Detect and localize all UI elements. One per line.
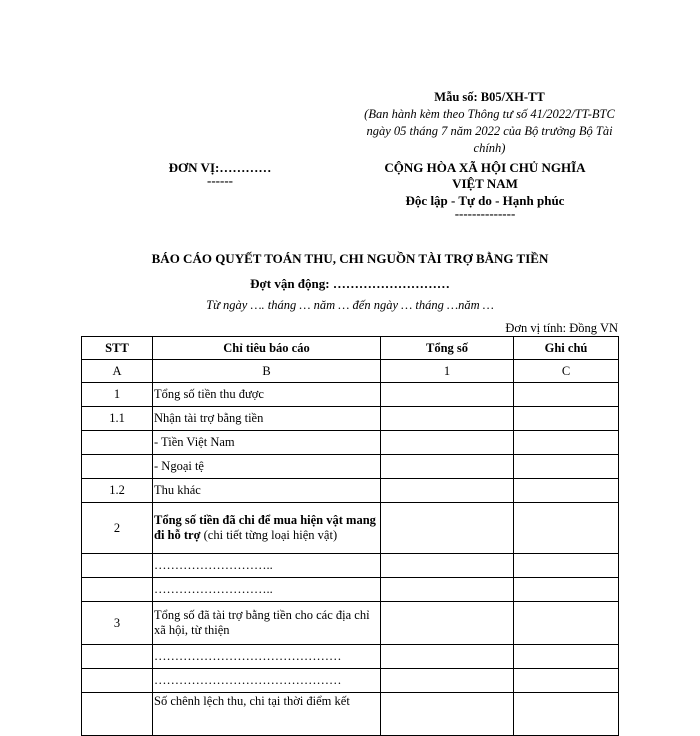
- header-desc: Chỉ tiêu báo cáo: [153, 337, 381, 360]
- nation-line1: CỘNG HÒA XÃ HỘI CHỦ NGHĨA: [384, 160, 586, 175]
- row-stt: 1.2: [82, 479, 153, 503]
- row-desc: Số chênh lệch thu, chi tại thời điểm kết: [153, 693, 381, 736]
- row-total: [381, 503, 514, 554]
- table-row: [82, 479, 619, 503]
- row-note: [514, 554, 619, 578]
- row-stt: 3: [82, 602, 153, 645]
- table-row: [82, 554, 619, 578]
- table-header-row: [82, 337, 619, 360]
- row-note: [514, 383, 619, 407]
- nation-line2: VIỆT NAM: [452, 176, 518, 191]
- row-note: [514, 503, 619, 554]
- form-issued-by: (Ban hành kèm theo Thông tư số 41/2022/TT-BTC ngày 05 tháng 7 năm 2022 của Bộ trưởng Bộ Tài chính): [364, 107, 615, 155]
- report-title: BÁO CÁO QUYẾT TOÁN THU, CHI NGUỒN TÀI TRỢ BẰNG TIỀN: [151, 251, 549, 266]
- row-stt: [82, 693, 153, 736]
- row-note: [514, 431, 619, 455]
- table-code-row: [82, 360, 619, 383]
- table-row: [82, 431, 619, 455]
- row-desc-main: Tổng số tiền đã chi để mua hiện vật mang đi hỗ trợ: [154, 513, 376, 542]
- table-row: [82, 693, 619, 736]
- row-total: [381, 578, 514, 602]
- row-note: [514, 602, 619, 645]
- table-row: [82, 645, 619, 669]
- table-row: [82, 383, 619, 407]
- row-desc: Nhận tài trợ bằng tiền: [153, 407, 381, 431]
- nation-motto: Độc lập - Tự do - Hạnh phúc: [405, 193, 565, 208]
- row-total: [381, 645, 514, 669]
- row-desc: Thu khác: [153, 479, 381, 503]
- row-desc-note: (chi tiết từng loại hiện vật): [200, 528, 338, 542]
- row-stt: [82, 645, 153, 669]
- table-row: [82, 503, 619, 554]
- row-stt: 1: [82, 383, 153, 407]
- row-desc: ………………………..: [153, 554, 381, 578]
- table-row: [82, 578, 619, 602]
- table-row: [82, 602, 619, 645]
- row-desc: ………………………………………: [153, 645, 381, 669]
- row-desc: ………………………………………: [153, 669, 381, 693]
- row-note: [514, 407, 619, 431]
- row-note: [514, 693, 619, 736]
- table-row: [82, 669, 619, 693]
- campaign-line: Đợt vận động: ………………………: [250, 276, 450, 291]
- row-total: [381, 479, 514, 503]
- code-desc: B: [153, 360, 381, 383]
- row-stt: [82, 554, 153, 578]
- nation-header: [360, 160, 610, 219]
- table-row: [82, 455, 619, 479]
- row-desc: - Ngoại tệ: [153, 455, 381, 479]
- row-note: [514, 578, 619, 602]
- row-stt: [82, 431, 153, 455]
- row-desc: Tổng số đã tài trợ bằng tiền cho các địa chỉ xã hội, từ thiện: [153, 602, 381, 645]
- row-desc: - Tiền Việt Nam: [153, 431, 381, 455]
- row-stt: [82, 455, 153, 479]
- row-stt: 1.1: [82, 407, 153, 431]
- row-desc: [153, 503, 381, 554]
- header-stt: STT: [82, 337, 153, 360]
- row-total: [381, 602, 514, 645]
- nation-underline: --------------: [454, 206, 516, 221]
- unit-block: [150, 160, 290, 186]
- row-note: [514, 455, 619, 479]
- table-row: [82, 407, 619, 431]
- code-total: 1: [381, 360, 514, 383]
- row-desc: Tổng số tiền thu được: [153, 383, 381, 407]
- row-total: [381, 455, 514, 479]
- row-stt: [82, 578, 153, 602]
- row-note: [514, 479, 619, 503]
- row-total: [381, 431, 514, 455]
- row-stt: 2: [82, 503, 153, 554]
- row-total: [381, 407, 514, 431]
- row-total: [381, 669, 514, 693]
- report-table: [81, 336, 619, 736]
- row-total: [381, 554, 514, 578]
- row-total: [381, 693, 514, 736]
- unit-underline: ------: [207, 173, 233, 188]
- row-note: [514, 669, 619, 693]
- form-code: Mẫu số: B05/XH-TT: [434, 90, 545, 104]
- code-note: C: [514, 360, 619, 383]
- row-desc: ………………………..: [153, 578, 381, 602]
- currency-unit: Đơn vị tính: Đồng VN: [505, 321, 618, 335]
- row-stt: [82, 669, 153, 693]
- header-note: Ghi chú: [514, 337, 619, 360]
- unit-label: ĐƠN VỊ:…………: [168, 160, 272, 175]
- row-note: [514, 645, 619, 669]
- form-code-block: [352, 89, 627, 157]
- row-total: [381, 383, 514, 407]
- code-stt: A: [82, 360, 153, 383]
- period-line: Từ ngày …. tháng … năm … đến ngày … tháng …năm …: [206, 298, 494, 312]
- header-total: Tổng số: [381, 337, 514, 360]
